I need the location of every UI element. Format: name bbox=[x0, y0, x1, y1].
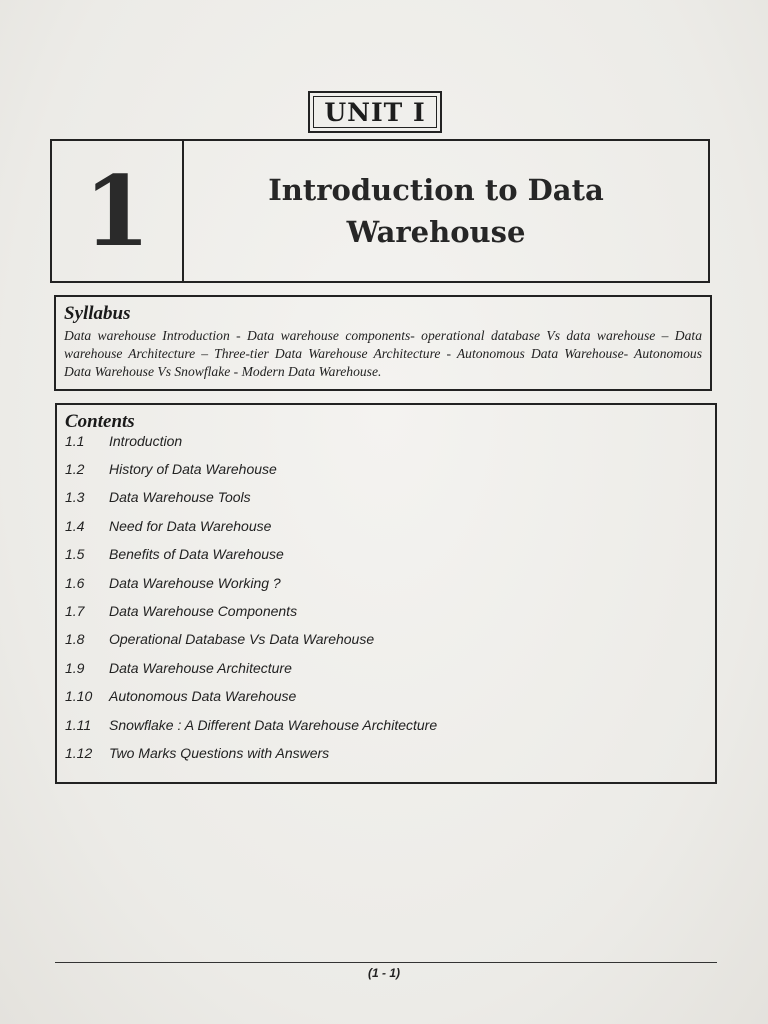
toc-item bbox=[65, 631, 707, 659]
toc-number: 1.4 bbox=[65, 517, 85, 534]
chapter-header bbox=[50, 139, 710, 283]
toc-number: 1.12 bbox=[65, 744, 93, 761]
toc-item bbox=[65, 489, 707, 517]
contents-heading: Contents bbox=[65, 411, 135, 432]
toc-title: Data Warehouse Working ? bbox=[109, 574, 281, 591]
chapter-number: 1 bbox=[52, 141, 184, 281]
toc-title: Need for Data Warehouse bbox=[109, 517, 272, 534]
contents-box bbox=[55, 403, 717, 784]
footer-divider bbox=[55, 962, 717, 963]
syllabus-box bbox=[54, 295, 712, 391]
toc-title: Data Warehouse Architecture bbox=[109, 659, 292, 676]
toc-title: Two Marks Questions with Answers bbox=[109, 744, 330, 761]
syllabus-heading: Syllabus bbox=[64, 303, 131, 324]
toc-title: Autonomous Data Warehouse bbox=[109, 688, 297, 705]
unit-label-box bbox=[308, 91, 442, 133]
toc-number: 1.5 bbox=[65, 546, 85, 563]
toc-number: 1.11 bbox=[65, 716, 92, 733]
chapter-title-cell bbox=[184, 141, 708, 281]
toc-item bbox=[65, 603, 707, 631]
toc-item bbox=[65, 518, 707, 546]
toc-item bbox=[65, 745, 707, 773]
toc-number: 1.6 bbox=[65, 574, 85, 591]
contents-list bbox=[65, 433, 707, 773]
syllabus-text: Data warehouse Introduction - Data warehouse components- operational database Vs data warehouse – Data warehouse Architecture – Three-tier Data Warehouse Architecture - Autonomous Data Warehouse- Autonomous Data Warehouse Vs Snowflake - Modern Data Warehouse. bbox=[64, 328, 702, 379]
toc-number: 1.1 bbox=[65, 433, 85, 449]
toc-item bbox=[65, 660, 707, 688]
toc-item bbox=[65, 575, 707, 603]
toc-number: 1.10 bbox=[65, 688, 93, 705]
toc-number: 1.2 bbox=[65, 461, 85, 477]
toc-number: 1.9 bbox=[65, 659, 85, 676]
toc-title: Data Warehouse Tools bbox=[109, 489, 251, 506]
toc-number: 1.8 bbox=[65, 631, 85, 648]
toc-title: Snowflake : A Different Data Warehouse Architecture bbox=[109, 716, 438, 733]
chapter-title: Introduction to Data Warehouse bbox=[268, 173, 604, 249]
toc-item bbox=[65, 546, 707, 574]
toc-title: History of Data Warehouse bbox=[109, 461, 277, 477]
page-number: (1 - 1) bbox=[367, 966, 400, 980]
toc-title: Benefits of Data Warehouse bbox=[109, 546, 284, 563]
toc-item bbox=[65, 717, 707, 745]
toc-item bbox=[65, 433, 707, 461]
toc-number: 1.7 bbox=[65, 602, 85, 619]
toc-number: 1.3 bbox=[65, 489, 85, 506]
toc-title: Operational Database Vs Data Warehouse bbox=[109, 631, 375, 648]
toc-title: Data Warehouse Components bbox=[109, 602, 298, 619]
unit-label: UNIT I bbox=[313, 96, 437, 128]
toc-item bbox=[65, 688, 707, 716]
toc-item bbox=[65, 461, 707, 489]
toc-title: Introduction bbox=[109, 433, 183, 449]
